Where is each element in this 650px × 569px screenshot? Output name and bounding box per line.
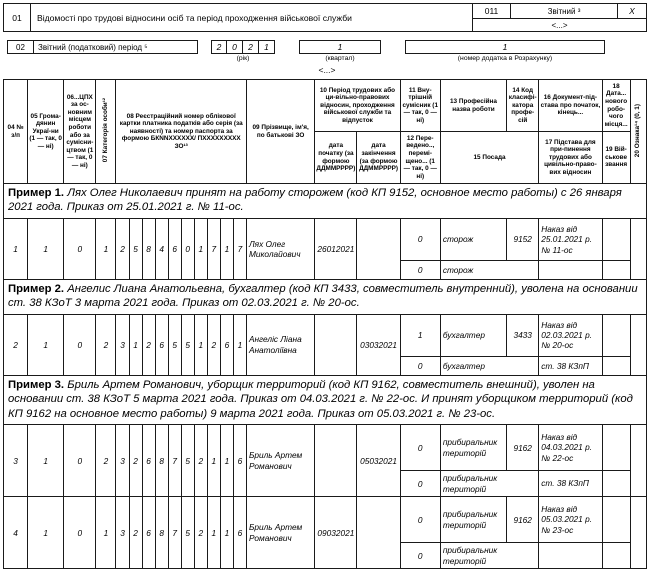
row1-name: Лях Олег Миколайович: [246, 218, 314, 279]
row1-digit: 0: [181, 218, 194, 279]
ellipsis-row02: <...>: [318, 65, 336, 75]
report-type-label: Звітний ³: [511, 4, 618, 18]
row3-digit: 2: [194, 425, 207, 497]
example-3-text: Пример 3. Бриль Артем Романович, уборщик территорий (код КП 9162, совместитель внешний), уволен на основании ст. 38 КЗоТ 5 марта 2021 года. Приказ от 04.03.2021 г. № 22-ос. И принят уборщиком территорий (код КП 9162 на основное место работы) 9 марта 2021 года. Приказ от 05.03.2021 г. № 23-ос.: [4, 375, 647, 424]
row4-digit: 8: [155, 497, 168, 569]
table-row: [4, 497, 647, 543]
row4-c15: прибиральник територій: [440, 543, 538, 569]
quarter-group: [299, 40, 381, 62]
row2-c18: [602, 314, 630, 356]
annex-group: [405, 40, 605, 62]
row1-c04: 1: [4, 218, 28, 279]
row4-digit: 2: [129, 497, 142, 569]
row4-digit: 2: [194, 497, 207, 569]
row4-name: Бриль Артем Романович: [246, 497, 314, 569]
row1-c11: 0: [400, 218, 440, 260]
row4-c05: 1: [28, 497, 64, 569]
row2-digit: 6: [155, 314, 168, 375]
row2-name: Ангеліс Ліана Анатоліївна: [246, 314, 314, 375]
row2-digit: 2: [207, 314, 220, 375]
row4-c12: 0: [400, 543, 440, 569]
row4-digit: 1: [207, 497, 220, 569]
row1-digit: 6: [168, 218, 181, 279]
row1-c07: 1: [96, 218, 116, 279]
row3-c15: прибиральник територій: [440, 471, 538, 497]
row2-date-end: 03032021: [357, 314, 400, 375]
row4-digit: 6: [233, 497, 246, 569]
row1-c14: 9152: [507, 218, 539, 260]
row1-c20: [630, 218, 646, 279]
header-col-19: 19 Вій-ськове звання: [602, 132, 630, 184]
header-col-05: 05 Грома-дянин Украї-ни (1 — так, 0 — ні): [28, 80, 64, 184]
header-col-20: 20 Ознака¹⁴ (0, 1): [630, 80, 646, 184]
row2-digit: 1: [129, 314, 142, 375]
row4-c06: 0: [64, 497, 96, 569]
row3-c13: прибиральник територій: [440, 425, 506, 471]
row4-date-end: [357, 497, 400, 569]
row1-digit: 8: [142, 218, 155, 279]
row1-c18: [602, 218, 630, 260]
employment-table: [3, 79, 647, 569]
row3-c05: 1: [28, 425, 64, 497]
row1-date-start: 26012021: [315, 218, 357, 279]
row2-date-start: [315, 314, 357, 375]
example-2-text: Пример 2. Ангелис Лиана Анатольевна, бухгалтер (код КП 3433, совместитель внутренний), уволена на основании ст. 38 КЗоТ 3 марта 2021 года. Приказ от 02.03.2021 г. № 20-ос.: [4, 279, 647, 314]
row4-c19: [602, 543, 630, 569]
row1-digit: 5: [129, 218, 142, 279]
row4-digit: 6: [142, 497, 155, 569]
row3-digit: 6: [233, 425, 246, 497]
header-col-08: 08 Реєстраційний номер облікової картки платника податків або серія (за наявності) та номер паспорта за формою БКNNХХХХХХ/ ПХХХХХХХХХ ЗО¹³: [116, 80, 246, 184]
row2-c13: бухгалтер: [440, 314, 506, 356]
row1-c05: 1: [28, 218, 64, 279]
year-caption: (рік): [236, 55, 250, 62]
form-header-row-01: [3, 3, 647, 32]
header-col-16: 16 Документ-під-става про початок, кінець...: [539, 80, 602, 132]
row2-c14: 3433: [507, 314, 539, 356]
row3-c20: [630, 425, 646, 497]
row1-digit: 1: [220, 218, 233, 279]
header-col-10: 10 Період трудових або ци-вільно-правових відносин, проходження військової служби та відпусток: [315, 80, 400, 132]
row3-digit: 1: [207, 425, 220, 497]
period-label: Звітний (податковий) період ⁵: [38, 42, 148, 52]
row1-c17: [539, 260, 602, 279]
header-col-18: 18 Дата... нового робо-чого місця...: [602, 80, 630, 132]
row1-date-end: [357, 218, 400, 279]
row2-c11: 1: [400, 314, 440, 356]
row4-c11: 0: [400, 497, 440, 543]
table-row: [4, 425, 647, 471]
row1-c19: [602, 260, 630, 279]
row2-digit: 5: [181, 314, 194, 375]
table-row: [4, 218, 647, 260]
row1-c12: 0: [400, 260, 440, 279]
row3-digit: 6: [142, 425, 155, 497]
row1-c13: сторож: [440, 218, 506, 260]
row3-digit: 7: [168, 425, 181, 497]
row4-c13: прибиральник територій: [440, 497, 506, 543]
year-digit: 2: [243, 40, 259, 54]
year-digit: 1: [259, 40, 275, 54]
row1-digit: 7: [207, 218, 220, 279]
row2-c12: 0: [400, 356, 440, 375]
annex-value: 1: [405, 40, 605, 54]
form-title: Відомості про трудові відносини осіб та період проходження військової служби: [37, 12, 352, 23]
row3-c16: Наказ від 04.03.2021 р. № 22-ос: [539, 425, 602, 471]
row3-c04: 3: [4, 425, 28, 497]
row2-digit: 3: [116, 314, 129, 375]
row2-digit: 1: [194, 314, 207, 375]
quarter-caption: (квартал): [325, 55, 355, 62]
row4-digit: 3: [116, 497, 129, 569]
header-col-07: 07 Категорія особи¹²: [96, 80, 116, 184]
row02-code: 02: [8, 41, 34, 53]
row3-date-end: 05032021: [357, 425, 400, 497]
row1-c16: Наказ від 25.01.2021 р. № 11-ос: [539, 218, 602, 260]
row3-c17: ст. 38 КЗпП: [539, 471, 602, 497]
year-digit: 2: [211, 40, 227, 54]
row2-c15: бухгалтер: [440, 356, 538, 375]
row4-date-start: 09032021: [315, 497, 357, 569]
header-col-17: 17 Підстава для при-пинення трудових або цивільно-право-вих відносин: [539, 132, 602, 184]
report-type-mark: X: [629, 6, 635, 16]
row2-c17: ст. 38 КЗпП: [539, 356, 602, 375]
header-col-10b: дата закінчення (за формою ДДММРРРР): [357, 132, 400, 184]
row3-digit: 2: [129, 425, 142, 497]
year-digit: 0: [227, 40, 243, 54]
row4-c20: [630, 497, 646, 569]
row3-c14: 9162: [507, 425, 539, 471]
row2-c16: Наказ від 02.03.2021 р. № 20-ос: [539, 314, 602, 356]
row2-c06: 0: [64, 314, 96, 375]
row4-c04: 4: [4, 497, 28, 569]
header-col-06: 06...ЦПХ за ос-новним місцем роботи або за сумісни-цтвом (1 — так, 0 — ні): [64, 80, 96, 184]
row3-c06: 0: [64, 425, 96, 497]
row2-digit: 1: [233, 314, 246, 375]
row3-c18: [602, 425, 630, 471]
report-type-code: 011: [473, 4, 511, 18]
row4-c16: Наказ від 05.03.2021 р. № 23-ос: [539, 497, 602, 543]
row3-c07: 2: [96, 425, 116, 497]
row2-c04: 2: [4, 314, 28, 375]
row2-c07: 2: [96, 314, 116, 375]
row4-c17: [539, 543, 602, 569]
row1-digit: 2: [116, 218, 129, 279]
row1-digit: 7: [233, 218, 246, 279]
row3-c12: 0: [400, 471, 440, 497]
table-row: [4, 314, 647, 356]
row4-digit: 5: [181, 497, 194, 569]
header-col-14: 14 Код класифі-катора профе-сій: [507, 80, 539, 132]
row2-digit: 5: [168, 314, 181, 375]
row4-c18: [602, 497, 630, 543]
row2-c20: [630, 314, 646, 375]
quarter-value: 1: [299, 40, 381, 54]
row3-digit: 3: [116, 425, 129, 497]
row4-c14: 9162: [507, 497, 539, 543]
row3-c11: 0: [400, 425, 440, 471]
header-col-10a: дата початку (за формою ДДММРРРР): [315, 132, 357, 184]
row2-c05: 1: [28, 314, 64, 375]
period-row-02: [3, 40, 647, 75]
row3-digit: 8: [155, 425, 168, 497]
header-col-12: 12 Пере-ведено.., перемі-щено... (1 — так, 0 — ні): [400, 132, 440, 184]
row3-date-start: [315, 425, 357, 497]
row3-name: Бриль Артем Романович: [246, 425, 314, 497]
row3-digit: 1: [220, 425, 233, 497]
row1-c06: 0: [64, 218, 96, 279]
year-group: [211, 40, 275, 62]
row01-code: 01: [4, 4, 31, 31]
header-col-09: 09 Прізвище, ім'я, по батькові ЗО: [246, 80, 314, 184]
ellipsis-row01: <...>: [551, 20, 568, 30]
header-col-11: 11 Вну-трішній сумісник (1 — так, 0 — ні): [400, 80, 440, 132]
row3-digit: 5: [181, 425, 194, 497]
row2-c19: [602, 356, 630, 375]
row1-digit: 4: [155, 218, 168, 279]
header-col-15: 15 Посада: [440, 132, 538, 184]
row1-c15: сторож: [440, 260, 538, 279]
row2-digit: 2: [142, 314, 155, 375]
report-type-block: [472, 4, 646, 31]
annex-caption: (номер додатка в Розрахунку): [457, 55, 553, 62]
header-col-13: 13 Професійна назва роботи: [440, 80, 506, 132]
row4-digit: 7: [168, 497, 181, 569]
row4-c07: 1: [96, 497, 116, 569]
example-1-text: Пример 1. Лях Олег Николаевич принят на работу сторожем (код КП 9152, основное место работы) с 26 января 2021 года. Приказ от 25.01.2021 г. № 11-ос.: [4, 184, 647, 219]
row1-digit: 1: [194, 218, 207, 279]
row3-c19: [602, 471, 630, 497]
row2-digit: 6: [220, 314, 233, 375]
row4-digit: 1: [220, 497, 233, 569]
header-col-04: 04 № з/п: [4, 80, 28, 184]
